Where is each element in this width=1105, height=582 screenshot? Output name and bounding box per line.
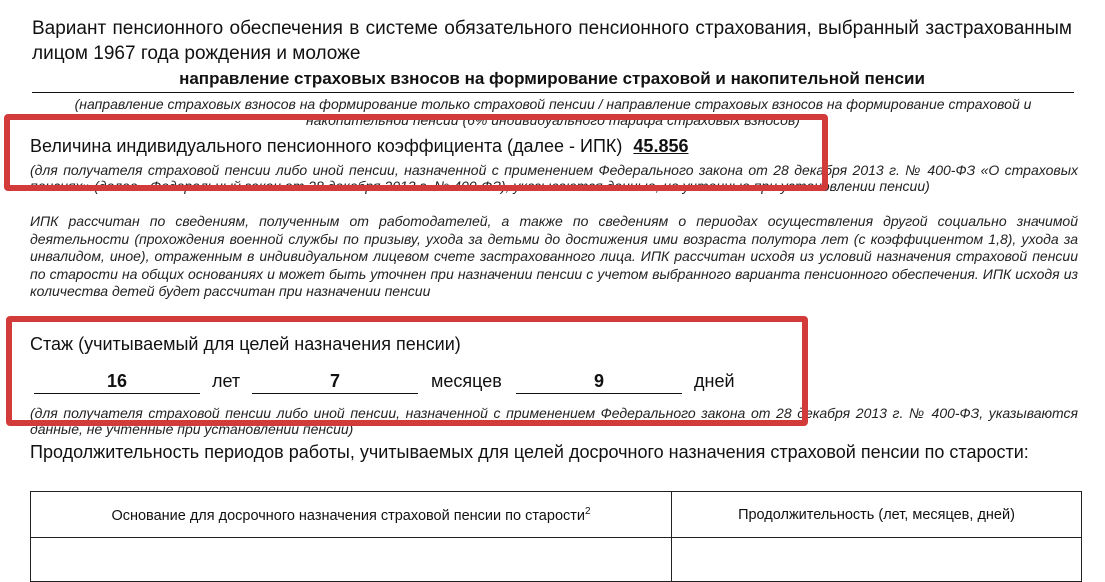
stazh-years-field: 16 xyxy=(34,369,200,394)
early-periods-title: Продолжительность периодов работы, учитываемых для целей досрочного назначения страховой пенсии по старости: xyxy=(30,442,1029,462)
stazh-note: (для получателя страховой пенсии либо иной пенсии, назначенной с применением Федерального закона от 28 декабря 2013 г. № 400-ФЗ, указываются данные, не учтенные при установлении пенсии) xyxy=(30,405,1078,437)
ipk-note: (для получателя страховой пенсии либо иной пенсии, назначенной с применением Федерального закона от 28 декабря 2013 г. № 400-ФЗ «О страховых пенсиях» (далее - Федеральный закон от 28 декабря 2013 г. № 400-ФЗ), указываются данные, не учтенные при установлении пенсии) xyxy=(30,162,1078,194)
table-cell-basis xyxy=(31,538,672,582)
highlight-box-stazh xyxy=(6,316,808,426)
early-periods-table xyxy=(30,491,1082,582)
stazh-days-field: 9 xyxy=(516,369,682,394)
table-row xyxy=(31,538,1082,582)
ipk-label: Величина индивидуального пенсионного коэффициента (далее - ИПК) xyxy=(30,136,623,156)
stazh-days-unit: дней xyxy=(694,371,735,391)
stazh-years-unit: лет xyxy=(212,371,241,391)
heading-underline xyxy=(32,92,1074,93)
highlight-box-ipk xyxy=(4,114,828,191)
pension-option-heading: направление страховых взносов на формирование страховой и накопительной пенсии xyxy=(179,69,925,88)
table-header-duration: Продолжительность (лет, месяцев, дней) xyxy=(672,492,1082,538)
table-header-basis xyxy=(31,492,672,538)
basis-header-label: Основание для досрочного назначения страховой пенсии по старости xyxy=(111,507,585,524)
pension-option-note: (направление страховых взносов на формирование только страховой пенсии / направление страховых взносов на формирование страховой и накопительной пенсии (6% индивидуального тарифа страховых взносов) xyxy=(74,96,1032,128)
ipk-explanation: ИПК рассчитан по сведениям, полученным от работодателей, а также по сведениям о периодах осуществления другой социально значимой деятельности (прохождения военной службы по призыву, ухода за детьми до достижения ими возраста полутора лет (с коэффициентом 1,8), ухода за инвалидом, иное), отраженным в индивидуальном лицевом счете застрахованного лица. ИПК рассчитан исходя из условий назначения страховой пенсии по старости на общих основаниях и может быть уточнен при назначении пенсии с учетом выбранного варианта пенсионного обеспечения. ИПК исходя из количества детей будет рассчитан при назначении пенсии xyxy=(30,213,1078,299)
ipk-value: 45.856 xyxy=(633,136,689,156)
stazh-months-field: 7 xyxy=(252,369,418,394)
table-cell-duration xyxy=(672,538,1082,582)
basis-footnote-mark: 2 xyxy=(585,505,591,517)
stazh-title: Стаж (учитываемый для целей назначения пенсии) xyxy=(30,334,461,354)
intro-text: Вариант пенсионного обеспечения в системе обязательного пенсионного страхования, выбранный застрахованным лицом 1967 года рождения и моложе xyxy=(32,18,1072,64)
table-header-row xyxy=(31,492,1082,538)
stazh-months-unit: месяцев xyxy=(431,371,502,391)
